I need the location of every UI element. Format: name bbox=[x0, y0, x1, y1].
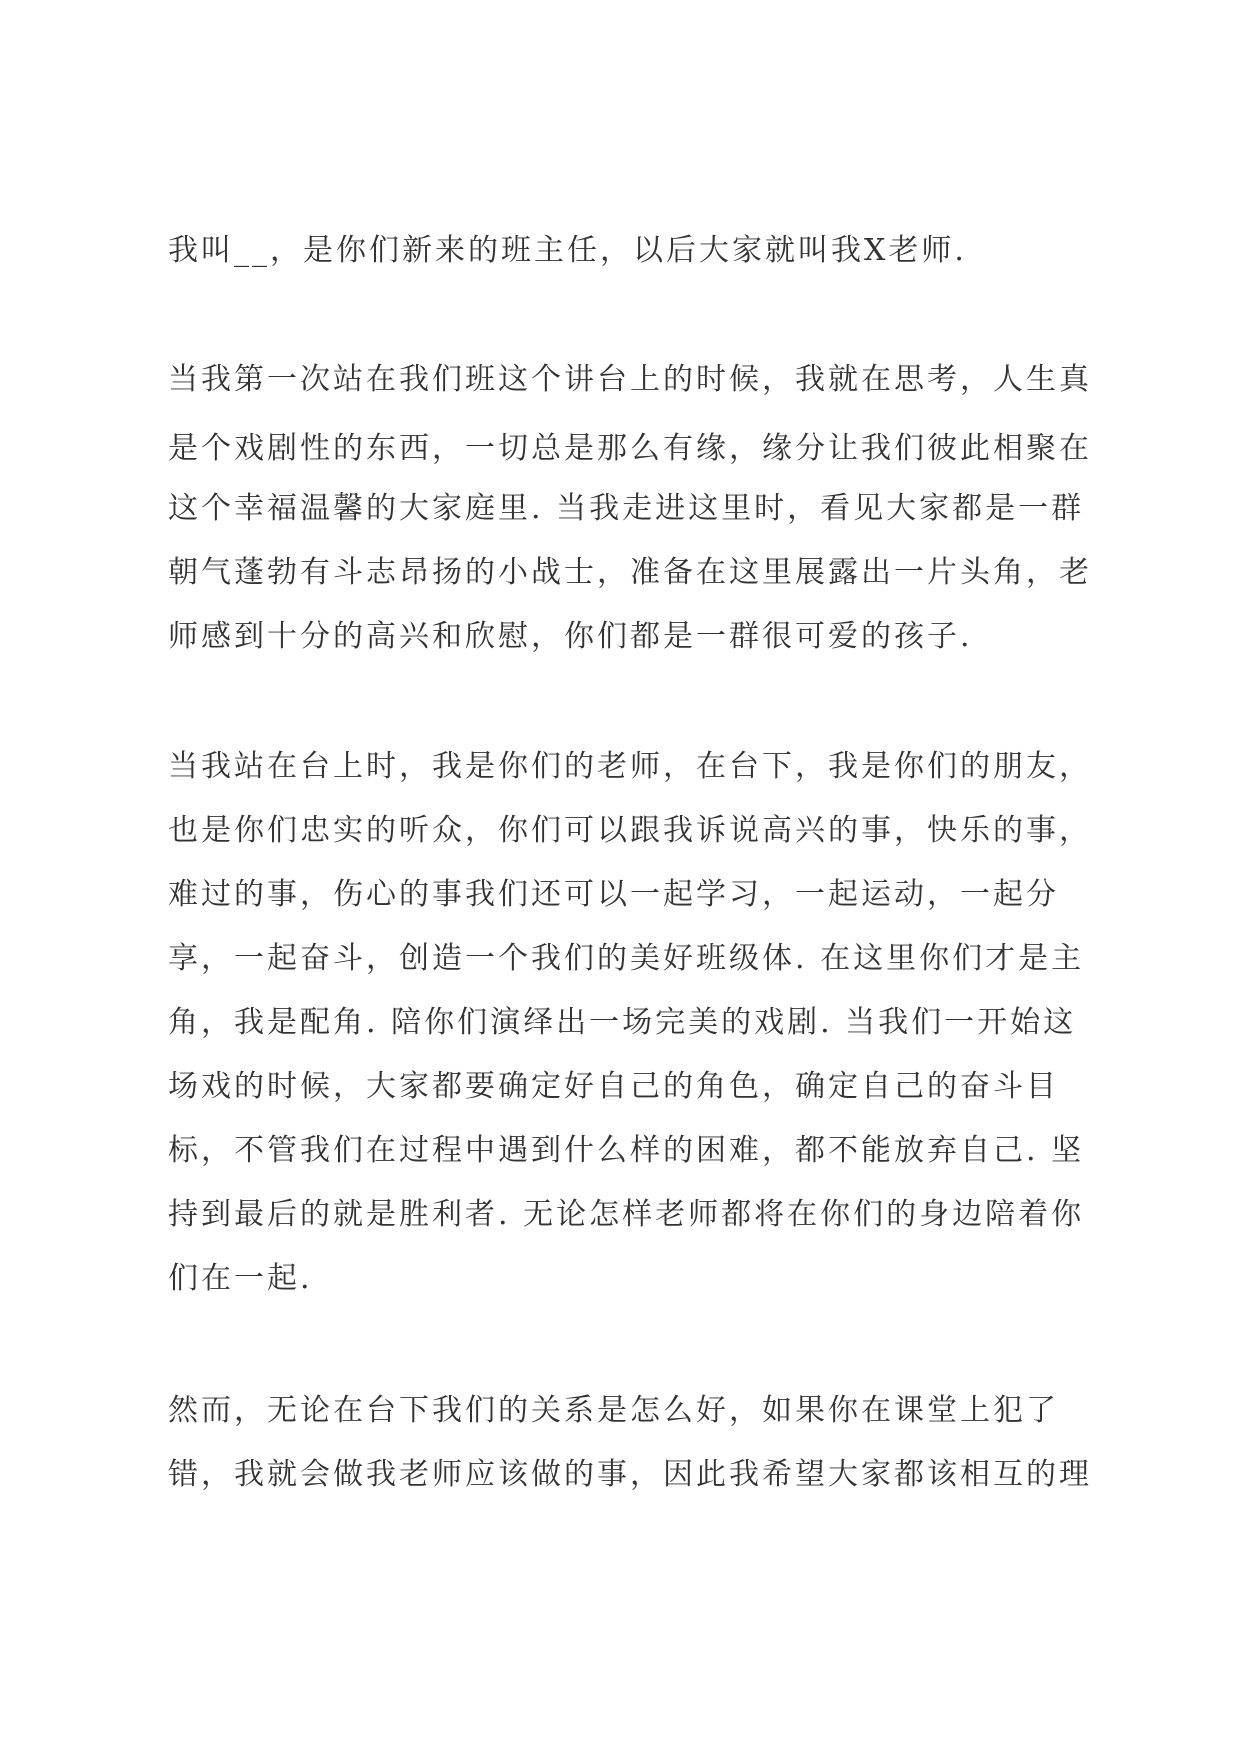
text-line: 难过的事，伤心的事我们还可以一起学习，一起运动，一起分 bbox=[168, 877, 1059, 912]
text-line: 也是你们忠实的听众，你们可以跟我诉说高兴的事，快乐的事， bbox=[168, 813, 1092, 848]
text-line: 标，不管我们在过程中遇到什么样的困难，都不能放弃自己. 坚 bbox=[168, 1133, 1085, 1168]
text-line: 师感到十分的高兴和欣慰，你们都是一群很可爱的孩子. bbox=[168, 619, 973, 654]
text-line: 错，我就会做我老师应该做的事，因此我希望大家都该相互的理 bbox=[168, 1457, 1092, 1492]
text-line: 当我站在台上时，我是你们的老师，在台下，我是你们的朋友， bbox=[168, 749, 1092, 784]
text-line: 是个戏剧性的东西，一切总是那么有缘，缘分让我们彼此相聚在 bbox=[168, 431, 1092, 466]
text-line: 持到最后的就是胜利者. 无论怎样老师都将在你们的身边陪着你 bbox=[168, 1197, 1085, 1232]
text-line: 们在一起. bbox=[168, 1261, 313, 1296]
text-line: 角，我是配角. 陪你们演绎出一场完美的戏剧. 当我们一开始这 bbox=[168, 1005, 1077, 1040]
text-line: 场戏的时候，大家都要确定好自己的角色，确定自己的奋斗目 bbox=[168, 1069, 1059, 1104]
text-line: 这个幸福温馨的大家庭里. 当我走进这里时，看见大家都是一群 bbox=[168, 491, 1085, 526]
text-line: 朝气蓬勃有斗志昂扬的小战士，准备在这里展露出一片头角，老 bbox=[168, 555, 1092, 590]
text-line: 当我第一次站在我们班这个讲台上的时候，我就在思考，人生真 bbox=[168, 362, 1092, 397]
text-line: 然而，无论在台下我们的关系是怎么好，如果你在课堂上犯了 bbox=[168, 1393, 1059, 1428]
text-line: 我叫__，是你们新来的班主任，以后大家就叫我X老师. bbox=[168, 233, 967, 268]
text-line: 享，一起奋斗，创造一个我们的美好班级体. 在这里你们才是主 bbox=[168, 941, 1085, 976]
